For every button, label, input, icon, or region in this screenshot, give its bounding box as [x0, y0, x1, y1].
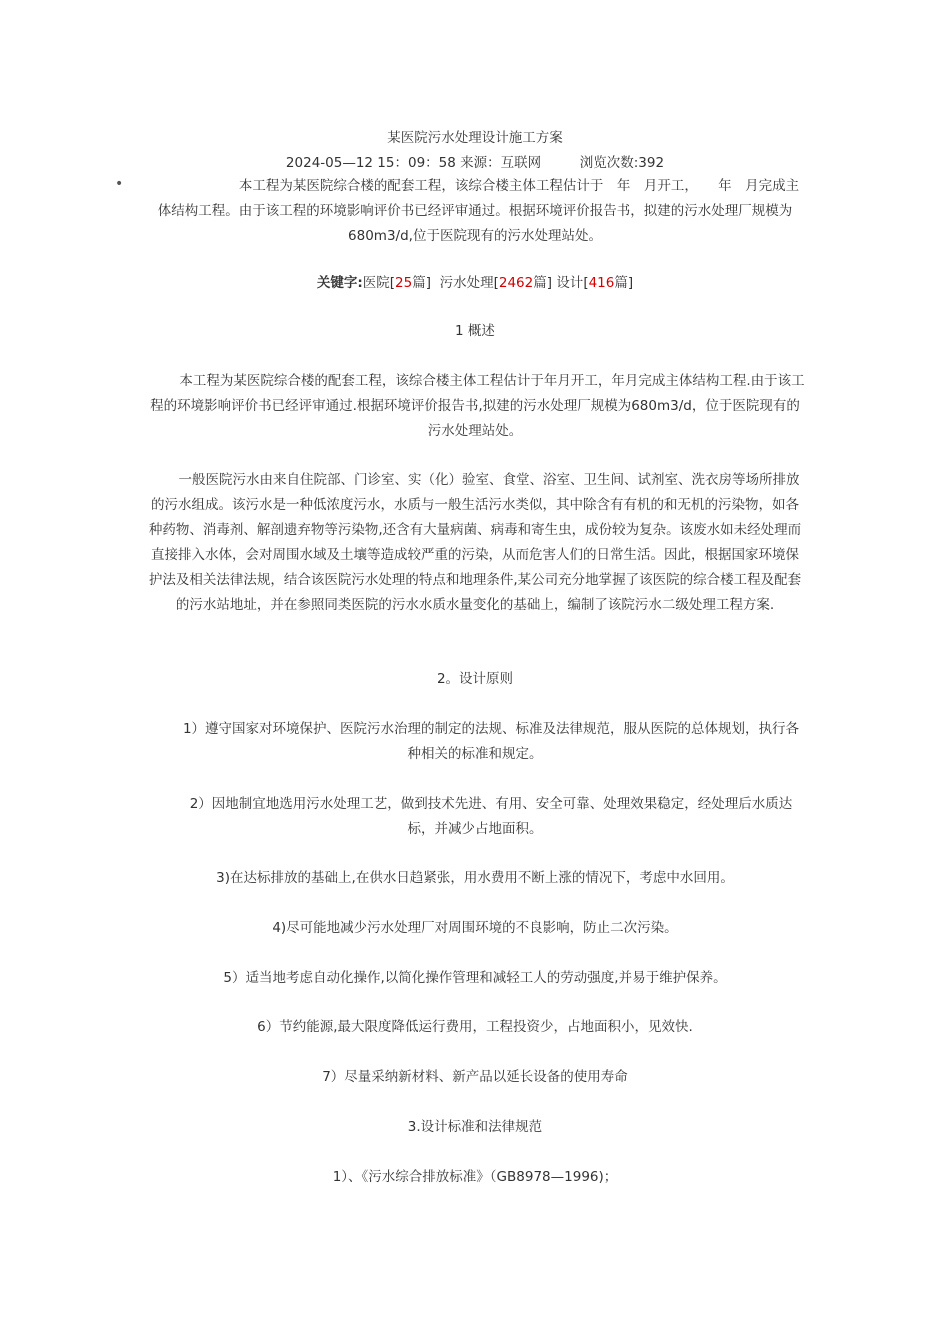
- keywords-label: 关键字:: [316, 275, 363, 291]
- standard-item-1: 1）、《污水综合排放标准》（GB8978—1996)；: [332, 1169, 618, 1185]
- section-1-paragraph-2: 一般医院污水由来自住院部、门诊室、实（化）验室、食堂、浴室、卫生间、试剂室、洗衣房等场所排放的污水组成。该污水是一种低浓度污水，水质与一般生活污水类似，其中除含有有机的和无机的污染物，如各种药物、消毒剂、解剖遗弃物等污染物,还含有大量病菌、病毒和寄生虫，成份较为复杂。该废水如未经处理而直接排入水体，会对周围水域及土壤等造成较严重的污染，从而危害人们的日常生活。因此，根据国家环境保护法及相关法律法规，结合该医院污水处理的特点和地理条件,某公司充分地掌握了该医院的综合楼工程及配套的污水站地址，并在参照同类医院的污水水质水量变化的基础上，编制了该院污水二级处理工程方案.: [148, 472, 802, 613]
- article-date: 2024-05—12 15：09：58: [285, 155, 456, 171]
- principle-item-7: 7）尽量采纳新材料、新产品以延长设备的使用寿命: [322, 1069, 628, 1085]
- keyword-item[interactable]: 污水处理[2462篇]: [439, 275, 553, 291]
- principle-item-4: 4)尽可能地减少污水处理厂对周围环境的不良影响，防止二次污染。: [272, 920, 678, 936]
- principle-item-2: 2）因地制宜地选用污水处理工艺，做到技术先进、有用、安全可靠、处理效果稳定，经处理后水质达标，并减少占地面积。: [189, 796, 793, 837]
- section-1-paragraph-1: 本工程为某医院综合楼的配套工程，该综合楼主体工程估计于年月开工，年月完成主体结构工程.由于该工程的环境影响评价书已经评审通过.根据环境评价报告书,拟建的污水处理厂规模为680m3/d，位于医院现有的污水处理站处。: [150, 373, 805, 439]
- section-3-heading: 3.设计标准和法律规范: [407, 1119, 543, 1135]
- article-title: 某医院污水处理设计施工方案: [387, 130, 563, 146]
- keyword-item[interactable]: 设计[416篇]: [556, 275, 634, 291]
- article-meta: [145, 151, 805, 176]
- section-1-heading: 1 概述: [455, 323, 495, 339]
- section-2-heading: 2。设计原则: [436, 671, 514, 687]
- bullet-dot-icon: •: [115, 176, 124, 192]
- principle-item-1: 1）遵守国家对环境保护、医院污水治理的制定的法规、标准及法律规范，服从医院的总体规划，执行各种相关的标准和规定。: [182, 721, 800, 762]
- principle-item-3: 3)在达标排放的基础上,在供水日趋紧张，用水费用不断上涨的情况下，考虑中水回用。: [216, 870, 734, 886]
- article-summary: 本工程为某医院综合楼的配套工程，该综合楼主体工程估计于 年 月开工， 年 月完成主体结构工程。由于该工程的环境影响评价书已经评审通过。根据环境评价报告书，拟建的污水处理厂规模为680m3/d,位于医院现有的污水处理站处。: [157, 178, 800, 244]
- keyword-count: 2462: [498, 275, 534, 291]
- keyword-count: 25: [395, 275, 413, 291]
- keywords-row: [145, 271, 805, 296]
- keyword-count: 416: [588, 275, 615, 291]
- principle-item-5: 5）适当地考虑自动化操作,以简化操作管理和减轻工人的劳动强度,并易于维护保养。: [223, 970, 727, 986]
- article-source: 来源：互联网: [460, 155, 542, 171]
- keyword-item[interactable]: 医院[25篇]: [362, 275, 431, 291]
- article-views: 浏览次数:392: [579, 155, 665, 171]
- principle-item-6: 6）节约能源,最大限度降低运行费用，工程投资少，占地面积小，见效快.: [257, 1019, 693, 1035]
